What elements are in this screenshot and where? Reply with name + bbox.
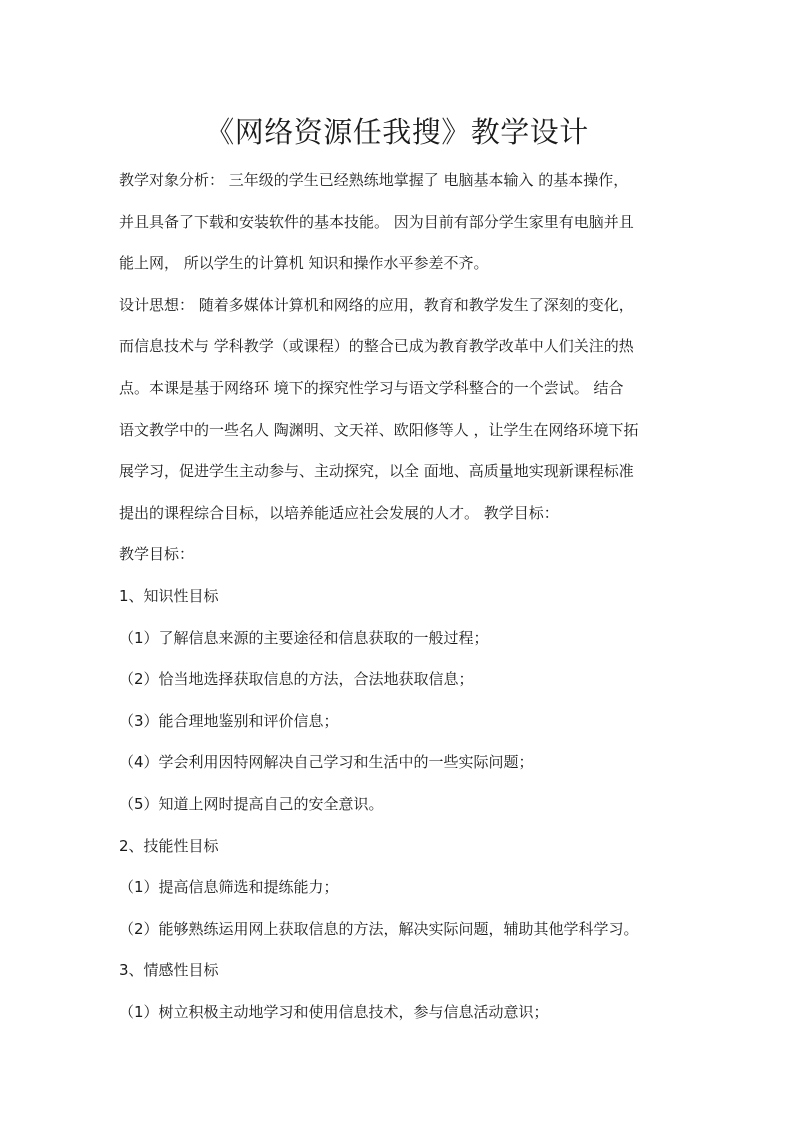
list-item-skills-2: （2）能够熟练运用网上获取信息的方法，解决实际问题，辅助其他学科学习。 (119, 919, 639, 938)
text-line-analysis-1: 教学对象分析： 三年级的学生已经熟练地掌握了 电脑基本输入 的基本操作， (119, 171, 629, 189)
text-line-design-6: 提出的课程综合目标，以培养能适应社会发展的人才。 教学目标： (119, 503, 559, 522)
list-item-knowledge-4: （4）学会利用因特网解决自己学习和生活中的一些实际问题； (119, 753, 534, 772)
text-line-design-2: 而信息技术与 学科教学（或课程）的整合已成为教育教学改革中人们关注的热 (119, 337, 634, 356)
document-title: 《网络资源任我搜》教学设计 (205, 115, 589, 149)
list-item-skills-1: （1）提高信息筛选和提练能力； (119, 878, 339, 897)
text-line-analysis-3: 能上网， 所以学生的计算机 知识和操作水平参差不齐。 (119, 254, 489, 273)
document-body (119, 167, 679, 1040)
section-heading-goals: 教学目标： (119, 545, 195, 564)
text-line-design-1: 设计思想： 随着多媒体计算机和网络的应用，教育和教学发生了深刻的变化， (119, 295, 634, 314)
list-item-knowledge-5: （5）知道上网时提高自己的安全意识。 (119, 794, 384, 813)
text-line-design-4: 语文教学中的一些名人 陶渊明、文天祥、欧阳修等人 ，让学生在网络环境下拓 (119, 420, 639, 439)
list-item-knowledge-1: （1）了解信息来源的主要途径和信息获取的一般过程； (119, 628, 489, 647)
text-line-analysis-2: 并且具备了下载和安装软件的基本技能。 因为目前有部分学生家里有电脑并且 (119, 212, 634, 231)
text-line-design-3: 点。本课是基于网络环 境下的探究性学习与语文学科整合的一个尝试。 结合 (119, 378, 624, 397)
list-item-affective-1: （1）树立积极主动地学习和使用信息技术，参与信息活动意识； (119, 1002, 549, 1021)
subheading-knowledge: 1、知识性目标 (119, 586, 219, 605)
text-line-design-5: 展学习，促进学生主动参与、主动探究，以全 面地、高质量地实现新课程标准 (119, 462, 634, 481)
subheading-affective: 3、情感性目标 (119, 961, 219, 980)
subheading-skills: 2、技能性目标 (119, 836, 219, 855)
list-item-knowledge-2: （2）恰当地选择获取信息的方法，合法地获取信息； (119, 670, 474, 689)
list-item-knowledge-3: （3）能合理地鉴别和评价信息； (119, 711, 339, 730)
